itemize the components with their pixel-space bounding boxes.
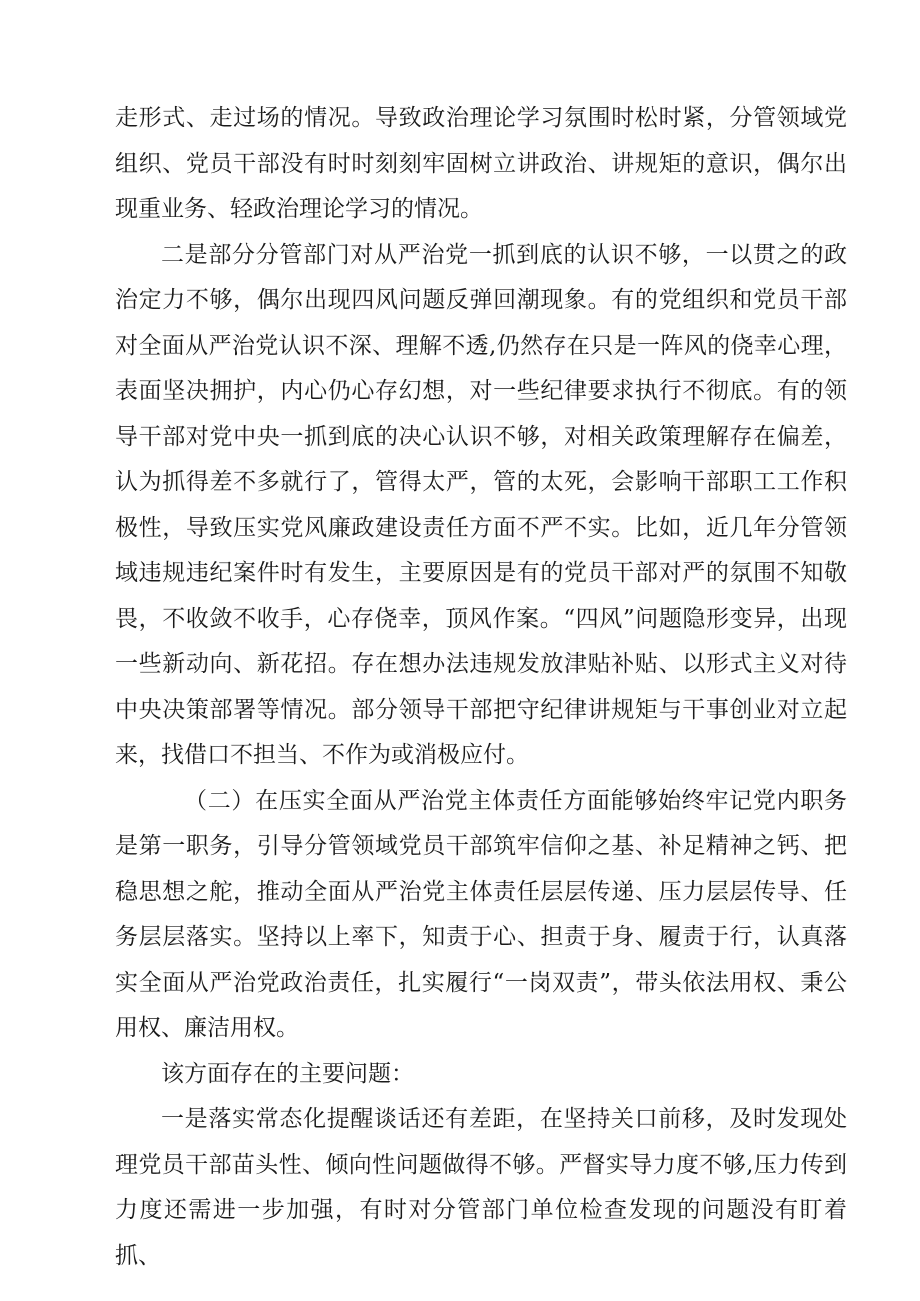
document-body [115,96,847,1279]
paragraph-issue-one: 一是落实常态化提醒谈话还有差距，在坚持关口前移，及时发现处理党员干部苗头性、倾向性问题做得不够。严督实导力度不够,压力传到力度还需进一步加强，有时对分管部门单位检查发现的问题没有盯着抓、 [115,1106,847,1269]
paragraph-section-two: （二）在压实全面从严治党主体责任方面能够始终牢记党内职务是第一职务，引导分管领域党员干部筑牢信仰之基、补足精神之钙、把稳思想之舵，推动全面从严治党主体责任层层传递、压力层层传导、任务层层落实。坚持以上率下，知责于心、担责于身、履责于行，认真落实全面从严治党政治责任，扎实履行“一岗双责”，带头依法用权、秉公用权、廉洁用权。 [115,787,847,1041]
paragraph-continuation: 走形式、走过场的情况。导致政治理论学习氛围时松时紧，分管领域党组织、党员干部没有时时刻刻牢固树立讲政治、讲规矩的意识，偶尔出现重业务、轻政治理论学习的情况。 [115,105,847,222]
paragraph-main-issues-heading: 该方面存在的主要问题： [161,1060,414,1087]
paragraph-issue-two: 二是部分分管部门对从严治党一抓到底的认识不够，一以贯之的政治定力不够，偶尔出现四风问题反弹回潮现象。有的党组织和党员干部对全面从严治党认识不深、理解不透,仍然存在只是一阵风的侥幸心理，表面坚决拥护，内心仍心存幻想，对一些纪律要求执行不彻底。有的领导干部对党中央一抓到底的决心认识不够，对相关政策理解存在偏差，认为抓得差不多就行了，管得太严，管的太死，会影响干部职工工作积极性，导致压实党风廉政建设责任方面不严不实。比如，近几年分管领域违规违纪案件时有发生，主要原因是有的党员干部对严的氛围不知敬畏，不收敛不收手，心存侥幸，顶风作案。“四风”问题隐形变异，出现一些新动向、新花招。存在想办法违规发放津贴补贴、以形式主义对待中央决策部署等情况。部分领导干部把守纪律讲规矩与干事创业对立起来，找借口不担当、不作为或消极应付。 [115,241,847,768]
